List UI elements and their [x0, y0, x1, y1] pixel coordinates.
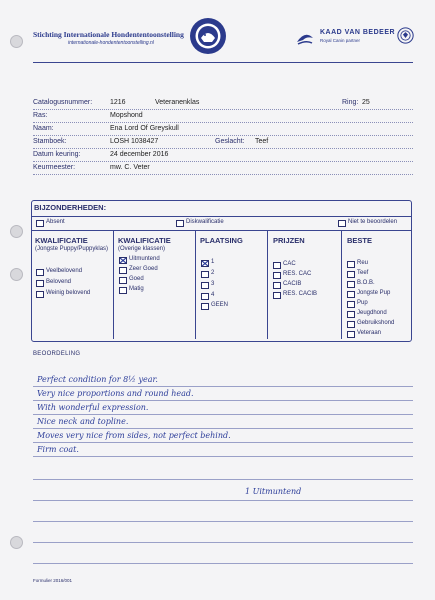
handwritten-result: 1 Uitmuntend [245, 487, 302, 496]
cacib-checkbox[interactable] [273, 282, 281, 289]
ras-label: Ras: [33, 112, 48, 119]
column-separator [113, 231, 114, 339]
royal-seal-logo [397, 27, 414, 44]
column-separator [341, 231, 342, 339]
form-footer: Formulier 2016/001 [33, 578, 73, 583]
column-separator [195, 231, 196, 339]
field-rule [33, 135, 413, 136]
veelbelovend-checkbox[interactable] [36, 269, 44, 276]
writing-line [33, 479, 413, 480]
plaatsing-option: 2 [211, 270, 215, 276]
sponsor-logo-mark [295, 28, 315, 48]
keurmeester-label: Keurmeester: [33, 164, 76, 171]
prijzen-option: RES. CACIB [283, 291, 318, 297]
field-rule [33, 122, 413, 123]
catalogusnummer-value: 1216 [110, 99, 126, 106]
kwal1-option: Belovend [46, 279, 72, 285]
prijzen-title: PRIJZEN [273, 236, 305, 245]
handwritten-comment: With wonderful expression. [37, 403, 149, 412]
geslacht-value: Teef [255, 138, 269, 145]
beste-teef-checkbox[interactable] [347, 271, 355, 278]
kwalificatie-puppy-subtitle: (Jongste Puppy/Puppyklas) [35, 246, 109, 252]
ras-value: Mopshond [110, 112, 143, 119]
beste-jongste-pup-checkbox[interactable] [347, 291, 355, 298]
beste-option: Teef [357, 270, 369, 276]
absent-label: Absent [46, 219, 65, 225]
box-divider [31, 216, 412, 217]
datum-keuring-value: 24 december 2016 [110, 151, 169, 158]
beste-option: Pup [357, 300, 368, 306]
writing-line [33, 442, 413, 443]
beste-option: Gebruikshond [357, 320, 395, 326]
niet-beoordeeld-checkbox[interactable] [338, 220, 346, 227]
keurmeester-value: mw. C. Veter [110, 164, 150, 171]
handwritten-comment: Firm coat. [37, 445, 79, 454]
stamboek-value: LOSH 1038427 [110, 138, 159, 145]
writing-line [33, 414, 413, 415]
bijzonderheden-title: BIJZONDERHEDEN: [34, 203, 107, 212]
handwritten-comment: Perfect condition for 8½ year. [37, 375, 158, 384]
checkmark-icon [202, 261, 208, 266]
ring-value: 25 [362, 99, 370, 106]
kwal2-option: Zeer Goed [129, 266, 158, 272]
naam-value: Ena Lord Of Greyskull [110, 125, 179, 132]
organization-url: internationale-hondententoonstelling.nl [68, 40, 154, 46]
box-divider [31, 230, 412, 231]
absent-checkbox[interactable] [36, 220, 44, 227]
sponsor-name: KAAD VAN BEDEER [320, 29, 396, 36]
plaatsing-1-checkbox[interactable] [201, 260, 209, 267]
sponsor-subtitle: Royal Canin partner [320, 38, 361, 43]
ring-label: Ring: [342, 99, 359, 106]
beoordeling-label: BEOORDELING [33, 351, 81, 357]
goed-checkbox[interactable] [119, 277, 127, 284]
binder-hole [10, 268, 23, 281]
handwritten-comment: Nice neck and topline. [37, 417, 129, 426]
binder-hole [10, 35, 23, 48]
kwal2-option: Goed [129, 276, 144, 282]
writing-line [33, 428, 413, 429]
prijzen-option: CAC [283, 261, 296, 267]
res-cac-checkbox[interactable] [273, 272, 281, 279]
kwal1-option: Veelbelovend [46, 268, 83, 274]
header-divider [33, 62, 413, 63]
diskwalificatie-label: Diskwalificatie [186, 219, 224, 225]
handwritten-comment: Moves very nice from sides, not perfect behind. [37, 431, 231, 440]
beste-option: Reu [357, 260, 369, 266]
beste-bob-checkbox[interactable] [347, 281, 355, 288]
uitmuntend-checkbox[interactable] [119, 257, 127, 264]
plaatsing-title: PLAATSING [200, 236, 243, 245]
res-cacib-checkbox[interactable] [273, 292, 281, 299]
beste-title: BESTE [347, 236, 373, 245]
kwal2-option: Matig [129, 286, 144, 292]
kwal1-option: Weinig belovend [46, 290, 91, 296]
column-separator [267, 231, 268, 339]
binder-hole [10, 225, 23, 238]
club-emblem-logo [188, 16, 228, 56]
datum-keuring-label: Datum keuring: [33, 151, 81, 158]
plaatsing-geen-checkbox[interactable] [201, 303, 209, 310]
writing-line [33, 386, 413, 387]
field-rule [33, 174, 413, 175]
weinig-belovend-checkbox[interactable] [36, 291, 44, 298]
plaatsing-3-checkbox[interactable] [201, 282, 209, 289]
field-rule [33, 161, 413, 162]
prijzen-option: RES. CAC [283, 271, 312, 277]
plaatsing-option: GEEN [211, 302, 229, 308]
beste-option: Jongste Pup [357, 290, 391, 296]
plaatsing-option: 3 [211, 281, 215, 287]
writing-line [33, 400, 413, 401]
beste-option: Veteraan [357, 330, 382, 336]
catalogusnummer-label: Catalogusnummer: [33, 99, 93, 106]
geslacht-label: Geslacht: [215, 138, 245, 145]
plaatsing-4-checkbox[interactable] [201, 293, 209, 300]
organization-name: Stichting Internationale Hondententoonstelling [33, 30, 184, 39]
klasse-value: Veteranenklas [155, 99, 200, 106]
kwal2-option: Uitmuntend [129, 256, 160, 262]
writing-line [33, 500, 413, 501]
kwalificatie-overige-subtitle: (Overige klassen) [118, 246, 166, 252]
naam-label: Naam: [33, 125, 54, 132]
checkmark-icon [120, 258, 126, 263]
prijzen-option: CACIB [283, 281, 302, 287]
writing-line [33, 456, 413, 457]
field-rule [33, 148, 413, 149]
kwalificatie-overige-title: KWALIFICATIE [118, 236, 171, 245]
niet-beoordeeld-label: Niet te beoordelen [348, 219, 398, 225]
beste-gebruikshond-checkbox[interactable] [347, 321, 355, 328]
beste-option: Jeugdhond [357, 310, 387, 316]
beste-reu-checkbox[interactable] [347, 261, 355, 268]
kwalificatie-puppy-title: KWALIFICATIE [35, 236, 88, 245]
zeer-goed-checkbox[interactable] [119, 267, 127, 274]
writing-line [33, 563, 413, 564]
belovend-checkbox[interactable] [36, 280, 44, 287]
writing-line [33, 521, 413, 522]
field-rule [33, 109, 413, 110]
diskwalificatie-checkbox[interactable] [176, 220, 184, 227]
stamboek-label: Stamboek: [33, 138, 67, 145]
plaatsing-2-checkbox[interactable] [201, 271, 209, 278]
writing-line [33, 542, 413, 543]
handwritten-comment: Very nice proportions and round head. [37, 389, 194, 398]
plaatsing-option: 4 [211, 292, 215, 298]
beste-pup-checkbox[interactable] [347, 301, 355, 308]
binder-hole [10, 536, 23, 549]
beste-jeugdhond-checkbox[interactable] [347, 311, 355, 318]
matig-checkbox[interactable] [119, 287, 127, 294]
beste-veteraan-checkbox[interactable] [347, 331, 355, 338]
plaatsing-option: 1 [211, 259, 215, 265]
cac-checkbox[interactable] [273, 262, 281, 269]
beste-option: B.O.B. [357, 280, 375, 286]
